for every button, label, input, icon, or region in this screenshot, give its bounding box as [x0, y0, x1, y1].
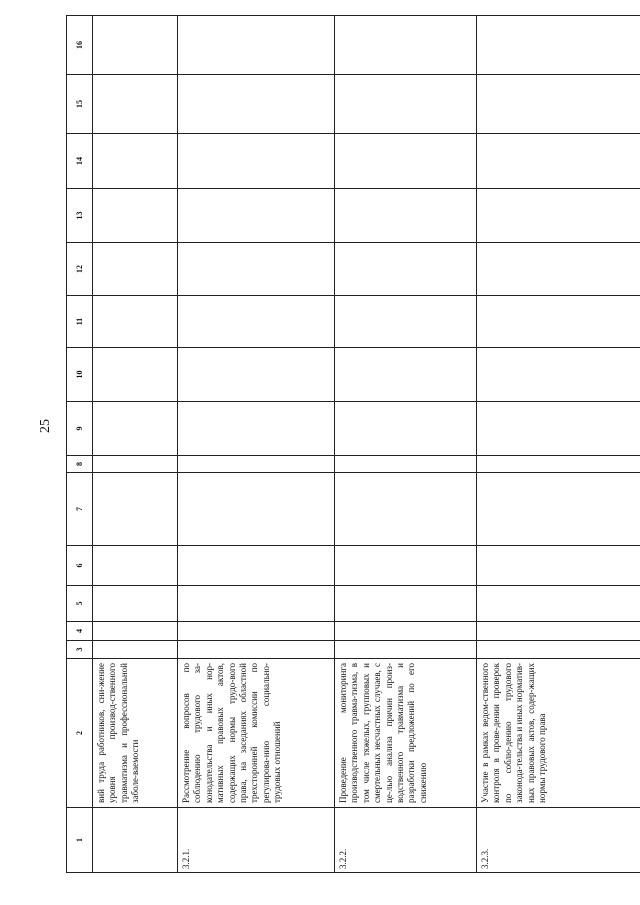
- row-description: Участие в рамках ведом-ственного контроля в прове-дении проверок по соблю-дению трудового законода-тельства и иных норматив-ных правовых актов, содер-жащих нормы трудового права: [477, 659, 640, 808]
- row-number: 3.2.3.: [477, 808, 640, 873]
- table-cell: [335, 348, 477, 402]
- table-cell: [335, 296, 477, 348]
- table-cell: [335, 586, 477, 622]
- table-cell: [178, 641, 335, 659]
- row-description: вий труда работников, сни-жение уровня производ-ственного травматизма и профессиональной заболе-ваемости: [93, 659, 178, 808]
- table-cell: [93, 586, 178, 622]
- row-description: Рассмотрение вопросов по соблюдению трудового за-конодательства и иных нор-мативных правовых актов, содержащих нормы трудо-вого права, на заседаниях областной трехсторонней комиссии по регулирова-нию социально-трудовых отношений: [178, 659, 335, 808]
- table-cell: [178, 473, 335, 546]
- column-header: 5: [67, 586, 93, 622]
- table-cell: [335, 456, 477, 473]
- column-header: 16: [67, 16, 93, 75]
- table-cell: [93, 16, 178, 75]
- table-cell: [477, 348, 640, 402]
- column-header: 15: [67, 75, 93, 134]
- column-header: 12: [67, 243, 93, 296]
- column-header: 8: [67, 456, 93, 473]
- table-cell: [477, 473, 640, 546]
- table-cell: [93, 641, 178, 659]
- table-cell: [477, 402, 640, 456]
- table-cell: [93, 189, 178, 243]
- column-header: 6: [67, 546, 93, 586]
- table-cell: [93, 546, 178, 586]
- table-cell: [335, 16, 477, 75]
- table-cell: [178, 296, 335, 348]
- table-cell: [477, 16, 640, 75]
- table-cell: [178, 348, 335, 402]
- table-cell: [178, 16, 335, 75]
- column-header: 1: [67, 808, 93, 873]
- table-cell: [335, 75, 477, 134]
- page-number: 25: [38, 419, 53, 433]
- table-cell: [178, 189, 335, 243]
- table-cell: [178, 622, 335, 641]
- table-cell: [335, 546, 477, 586]
- table-row: [335, 16, 477, 873]
- table-cell: [335, 641, 477, 659]
- table-row: [178, 16, 335, 873]
- column-header: 7: [67, 473, 93, 546]
- table-header-row: [67, 16, 93, 873]
- table-cell: [335, 402, 477, 456]
- column-header: 2: [67, 659, 93, 808]
- table-cell: [477, 456, 640, 473]
- table-row: [93, 16, 178, 873]
- column-header: 10: [67, 348, 93, 402]
- table-cell: [93, 456, 178, 473]
- column-header: 11: [67, 296, 93, 348]
- column-header: 9: [67, 402, 93, 456]
- table-cell: [93, 402, 178, 456]
- table-cell: [477, 189, 640, 243]
- table-cell: [335, 622, 477, 641]
- row-number: [93, 808, 178, 873]
- table-cell: [477, 546, 640, 586]
- table-cell: [477, 586, 640, 622]
- table-cell: [335, 473, 477, 546]
- table-cell: [477, 296, 640, 348]
- plan-table: [66, 15, 640, 873]
- row-number: 3.2.1.: [178, 808, 335, 873]
- table-cell: [93, 243, 178, 296]
- table-cell: [93, 296, 178, 348]
- table-cell: [477, 622, 640, 641]
- table-cell: [93, 622, 178, 641]
- table-cell: [93, 348, 178, 402]
- column-header: 4: [67, 622, 93, 641]
- table-cell: [178, 586, 335, 622]
- table-cell: [178, 402, 335, 456]
- column-header: 3: [67, 641, 93, 659]
- table-cell: [477, 75, 640, 134]
- table-cell: [477, 134, 640, 189]
- table-cell: [477, 243, 640, 296]
- table-cell: [178, 75, 335, 134]
- column-header: 13: [67, 189, 93, 243]
- table-cell: [93, 75, 178, 134]
- table-cell: [178, 546, 335, 586]
- table-cell: [178, 134, 335, 189]
- row-description: Проведение мониторинга производственного травма-тизма, в том числе тяжелых, групповых и смертельных несчастных случаев, с це-лью анализа причин произ-водственного травматизма и разработки предложений по его снижению: [335, 659, 477, 808]
- row-number: 3.2.2.: [335, 808, 477, 873]
- table-cell: [335, 134, 477, 189]
- table-row: [477, 16, 640, 873]
- table-cell: [335, 243, 477, 296]
- table-cell: [335, 189, 477, 243]
- table-cell: [477, 641, 640, 659]
- table-cell: [93, 134, 178, 189]
- table-cell: [178, 456, 335, 473]
- table-cell: [93, 473, 178, 546]
- column-header: 14: [67, 134, 93, 189]
- table-cell: [178, 243, 335, 296]
